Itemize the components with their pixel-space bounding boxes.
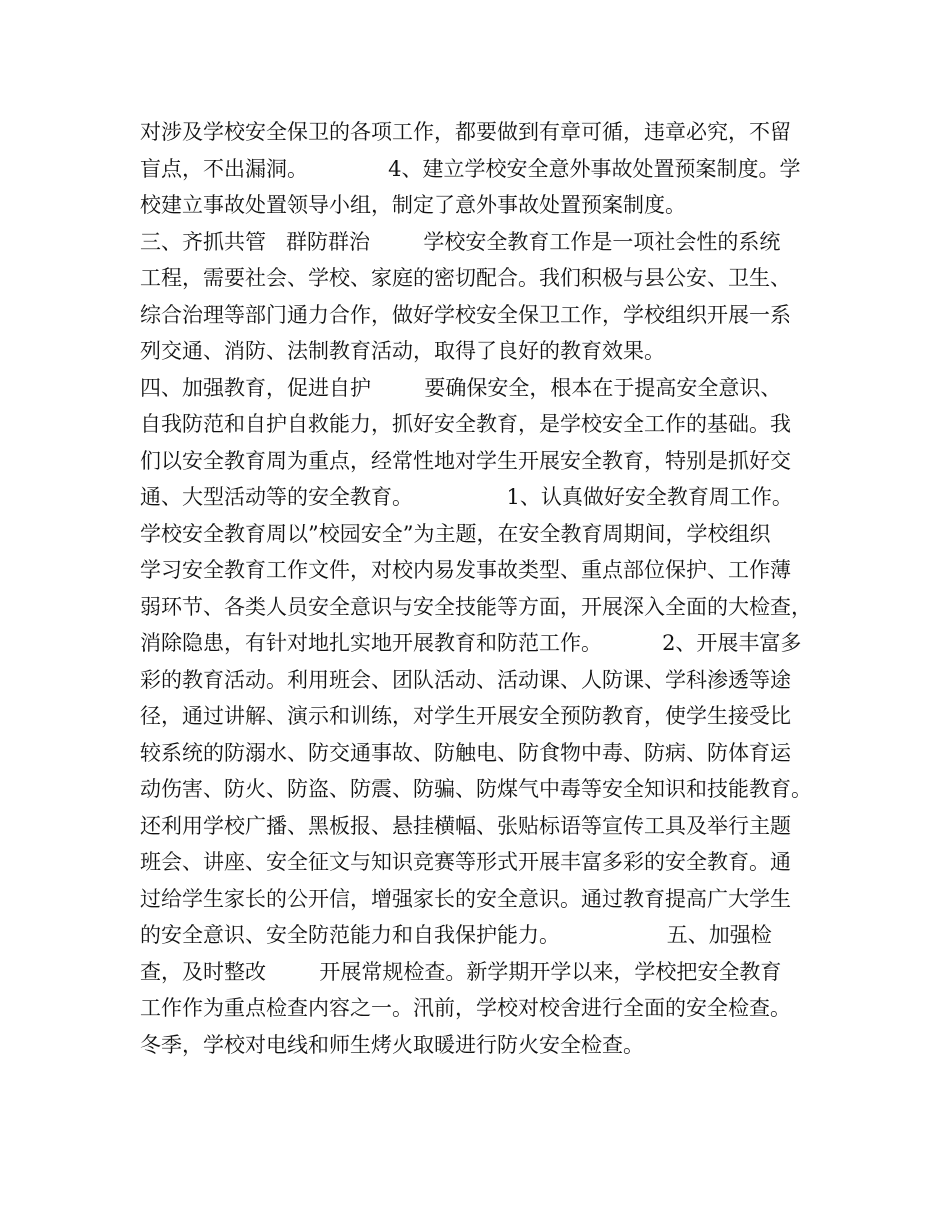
text-line: 通、大型活动等的安全教育。 1、认真做好安全教育周工作。 — [140, 485, 793, 509]
text-line: 学校安全教育周以”校园安全”为主题，在安全教育周期间，学校组织 — [140, 521, 771, 546]
text-line: 盲点，不出漏洞。 4、建立学校安全意外事故处置预案制度。学 — [140, 156, 801, 181]
text-line: 动伤害、防火、防盗、防震、防骗、防煤气中毒等安全知识和技能教育。 — [140, 777, 812, 801]
text-line: 径，通过讲解、演示和训练，对学生开展安全预防教育，使学生接受比 — [140, 704, 791, 728]
text-line: 工程，需要社会、学校、家庭的密切配合。我们积极与县公安、卫生、 — [140, 266, 791, 290]
text-line: 三、齐抓共管 群防群治 学校安全教育工作是一项社会性的系统 — [140, 229, 781, 254]
text-line: 综合治理等部门通力合作，做好学校安全保卫工作，学校组织开展一系 — [140, 302, 791, 327]
text-line: 查，及时整改 开展常规检查。新学期开学以来，学校把安全教育 — [140, 959, 782, 984]
text-line: 校建立事故处置领导小组，制定了意外事故处置预案制度。 — [140, 193, 686, 217]
text-line: 的安全意识、安全防范能力和自我保护能力。 五、加强检 — [140, 923, 772, 947]
text-line: 工作作为重点检查内容之一。汛前，学校对校舍进行全面的安全检查。 — [140, 996, 791, 1020]
text-line: 学习安全教育工作文件，对校内易发事故类型、重点部位保护、工作薄 — [140, 558, 791, 582]
text-line: 还利用学校广播、黑板报、悬挂横幅、张贴标语等宣传工具及举行主题 — [140, 813, 791, 838]
text-line: 对涉及学校安全保卫的各项工作，都要做到有章可循，违章必究，不留 — [140, 120, 791, 144]
text-line: 列交通、消防、法制教育活动，取得了良好的教育效果。 — [140, 339, 665, 363]
text-line: 四、加强教育，促进自护 要确保安全，根本在于提高安全意识、 — [140, 375, 782, 400]
text-line: 过给学生家长的公开信，增强家长的安全意识。通过教育提高广大学生 — [140, 886, 791, 911]
text-line: 班会、讲座、安全征文与知识竞赛等形式开展丰富多彩的安全教育。通 — [140, 850, 791, 874]
text-line: 自我防范和自护自救能力，抓好安全教育，是学校安全工作的基础。我 — [140, 412, 791, 436]
text-line: 彩的教育活动。利用班会、团队活动、活动课、人防课、学科渗透等途 — [140, 667, 791, 692]
text-line: 消除隐患，有针对地扎实地开展教育和防范工作。 2、开展丰富多 — [140, 631, 802, 655]
body-text — [140, 114, 830, 1063]
text-line: 较系统的防溺水、防交通事故、防触电、防食物中毒、防病、防体育运 — [140, 740, 791, 765]
text-line: 们以安全教育周为重点，经常性地对学生开展安全教育，特别是抓好交 — [140, 448, 791, 473]
text-line: 弱环节、各类人员安全意识与安全技能等方面，开展深入全面的大检查， — [140, 594, 812, 619]
text-line: 冬季，学校对电线和师生烤火取暖进行防火安全检查。 — [140, 1032, 644, 1057]
